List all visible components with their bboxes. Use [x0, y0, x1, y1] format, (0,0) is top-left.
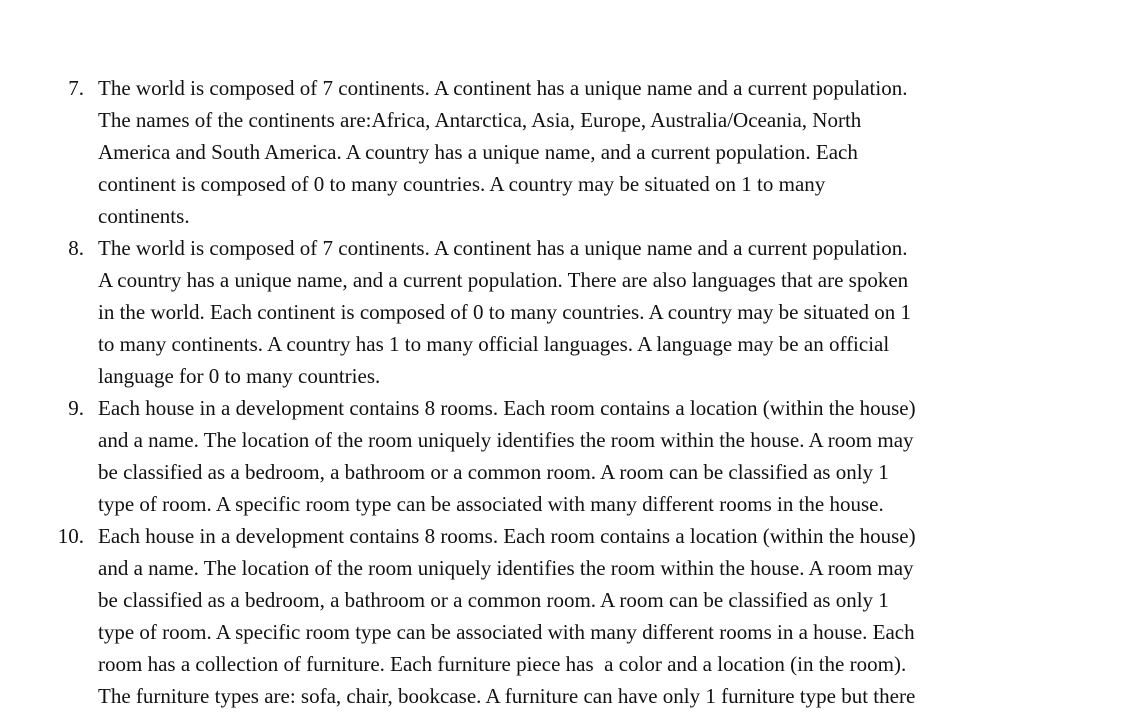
text-line: be classified as a bedroom, a bathroom or a common room. A room can be classified as only 1 — [98, 460, 889, 484]
text-line: Each house in a development contains 8 rooms. Each room contains a location (within the house) — [98, 396, 916, 420]
text-line: in the world. Each continent is composed of 0 to many countries. A country may be situated on 1 — [98, 300, 912, 324]
list-item-7 — [0, 72, 1018, 232]
text-line: The world is composed of 7 continents. A continent has a unique name and a current population. — [98, 236, 908, 260]
text-line: be classified as a bedroom, a bathroom or a common room. A room can be classified as only 1 — [98, 588, 889, 612]
item-number: 7. — [68, 76, 84, 100]
text-line: type of room. A specific room type can be associated with many different rooms in a house. Each — [98, 620, 915, 644]
text-line: continent is composed of 0 to many countries. A country may be situated on 1 to many — [98, 172, 826, 196]
text-line: A country has a unique name, and a current population. There are also languages that are spoken — [98, 268, 909, 292]
item-number: 10. — [57, 524, 84, 548]
text-line: The world is composed of 7 continents. A continent has a unique name and a current population. — [98, 76, 908, 100]
text-line: Each house in a development contains 8 rooms. Each room contains a location (within the house) — [98, 524, 916, 548]
text-line: and a name. The location of the room uniquely identifies the room within the house. A room may — [98, 428, 914, 452]
text-line: The furniture types are: sofa, chair, bookcase. A furniture can have only 1 furniture type but there — [98, 684, 916, 708]
document-body — [0, 72, 1139, 712]
item-number: 9. — [68, 396, 84, 420]
text-line: type of room. A specific room type can be associated with many different rooms in the house. — [98, 492, 884, 516]
list-item-8 — [0, 232, 1018, 392]
item-number: 8. — [68, 236, 84, 260]
text-line: to many continents. A country has 1 to many official languages. A language may be an official — [98, 332, 890, 356]
list-item-10 — [0, 520, 1018, 712]
list-item-9 — [0, 392, 1018, 520]
text-line: The names of the continents are:Africa, Antarctica, Asia, Europe, Australia/Oceania, North — [98, 108, 862, 132]
text-line: language for 0 to many countries. — [98, 364, 381, 388]
text-line: continents. — [98, 204, 190, 228]
text-line: room has a collection of furniture. Each furniture piece has a color and a location (in the room). — [98, 652, 907, 676]
text-line: and a name. The location of the room uniquely identifies the room within the house. A room may — [98, 556, 914, 580]
text-line: America and South America. A country has a unique name, and a current population. Each — [98, 140, 858, 164]
